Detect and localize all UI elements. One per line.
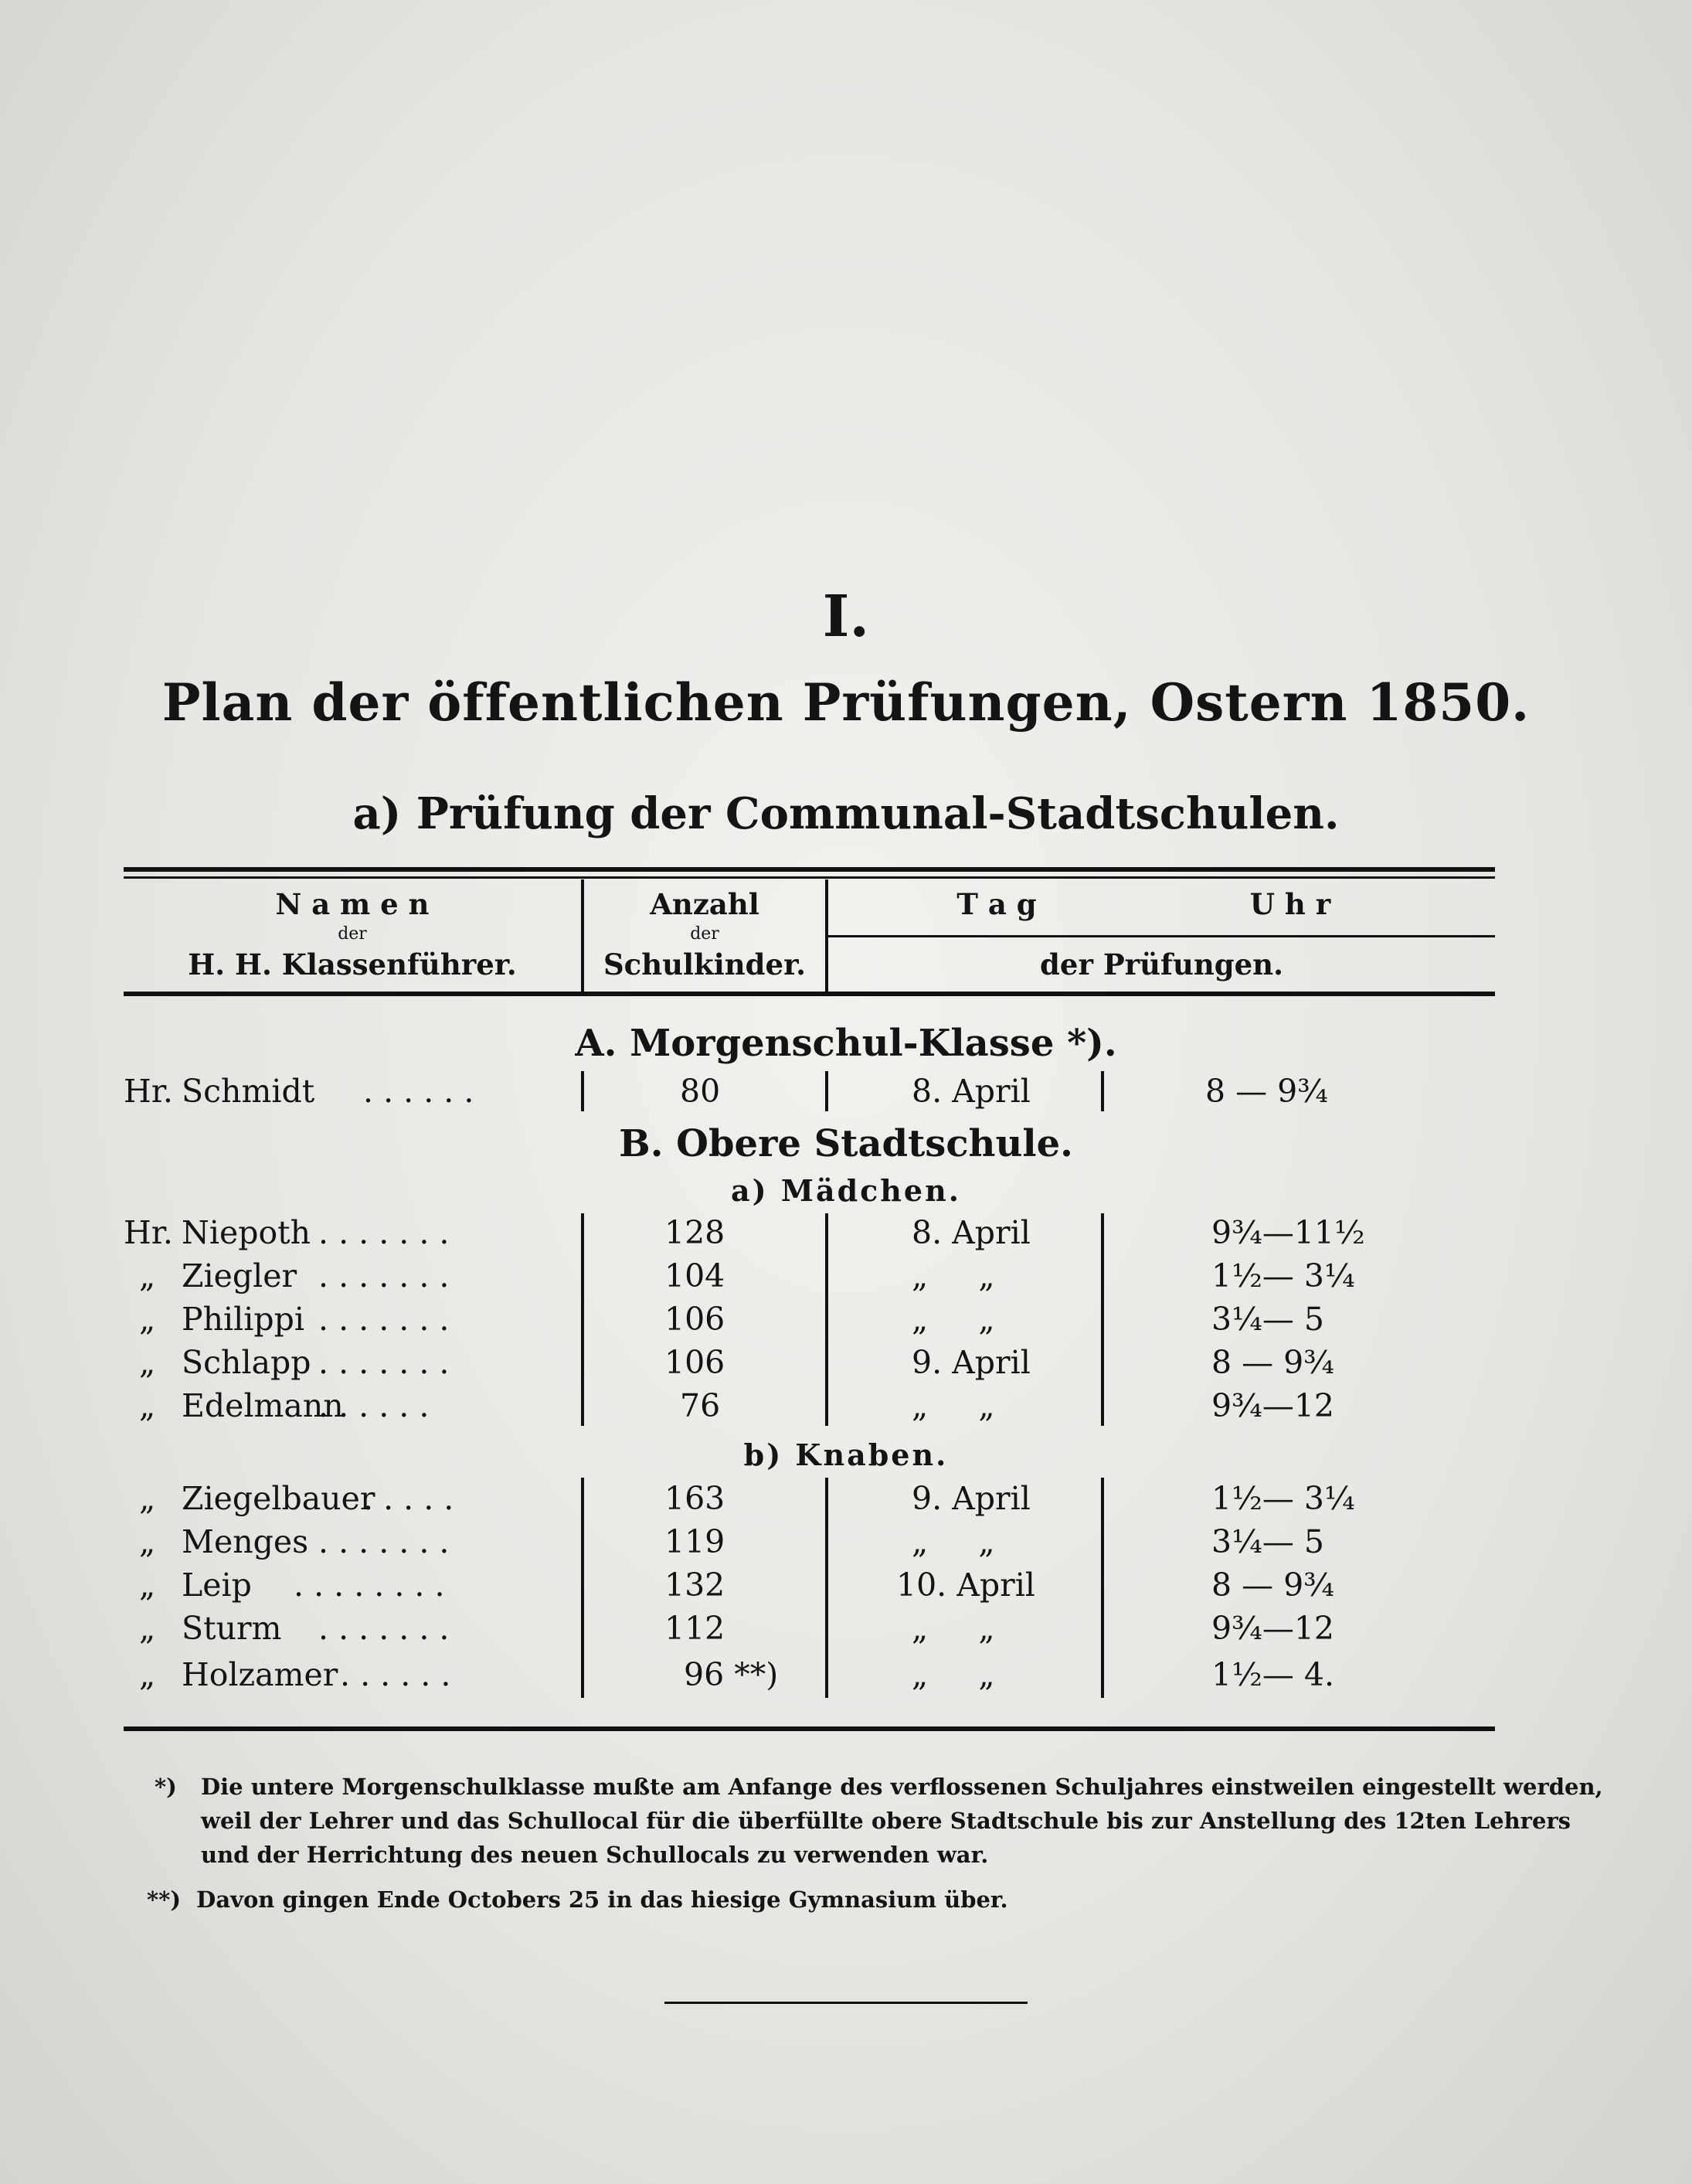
table-row (0, 1255, 1692, 1297)
footnote-1-line-1: Die untere Morgenschulklasse mußte am Anfange des verflossenen Schuljahres einstweilen eingestellt werden, (201, 1774, 1603, 1800)
row-name: Philippi (182, 1301, 304, 1338)
footnote-1-marker: *) (155, 1774, 177, 1800)
page-title: Plan der öffentlichen Prüfungen, Ostern 1850. (161, 672, 1531, 733)
row-day: 8. April (912, 1214, 1031, 1251)
footnote-2-line-1: Davon gingen Ende Octobers 25 in das hiesige Gymnasium über. (196, 1886, 1008, 1913)
row-dots: . . . . . . . (318, 1610, 450, 1647)
row-dots: . . . . . . . (318, 1344, 450, 1381)
header-schulkinder: Schulkinder. (603, 947, 807, 981)
row-name: Edelmann (182, 1387, 344, 1424)
row-time: 1½— 4. (1211, 1656, 1334, 1693)
row-time: 8 — 9¾ (1211, 1567, 1334, 1604)
row-time: 9¾—11½ (1211, 1214, 1365, 1251)
section-a-title: A. Morgenschul-Klasse *). (575, 1022, 1117, 1065)
row-day: „ „ (912, 1656, 995, 1693)
footnote-1-line-3: und der Herrichtung des neuen Schullocals zu verwenden war. (201, 1842, 989, 1868)
row-day: „ „ (912, 1387, 995, 1424)
row-name: Schmidt (182, 1073, 315, 1110)
header-namen-der: der (338, 924, 367, 944)
row-time: 3¼— 5 (1211, 1523, 1324, 1560)
table-row (0, 1070, 1692, 1112)
row-count: 106 (664, 1344, 725, 1381)
row-dots: . . . . . . . (318, 1214, 450, 1251)
row-count: 96 **) (684, 1656, 779, 1693)
row-time: 1½— 3¼ (1211, 1257, 1355, 1294)
row-name: Schlapp (182, 1344, 311, 1381)
table-row (0, 1298, 1692, 1340)
table-top-rule (124, 867, 1495, 872)
row-dots: . . . . . . . . (294, 1567, 445, 1604)
table-bottom-rule (124, 1726, 1495, 1731)
footnote-2 (147, 1883, 1491, 1917)
row-name: Ziegler (182, 1257, 297, 1294)
row-time: 8 — 9¾ (1205, 1073, 1328, 1110)
row-dots: . . . . . . . (318, 1301, 450, 1338)
subsection-knaben-title: b) Knaben. (743, 1437, 949, 1472)
row-dots: . . . . . . (363, 1073, 474, 1110)
row-day: „ „ (912, 1610, 995, 1647)
row-prefix: „ (139, 1610, 156, 1647)
page-subtitle: a) Prüfung der Communal-Stadtschulen. (352, 788, 1340, 839)
row-prefix: „ (139, 1523, 156, 1560)
row-prefix: „ (139, 1387, 156, 1424)
table-row (0, 1607, 1692, 1649)
table-row (0, 1654, 1692, 1696)
row-count: 80 (680, 1073, 721, 1110)
footnote-2-marker: **) (147, 1886, 182, 1913)
row-name: Holzamer (182, 1656, 338, 1693)
section-b-title: B. Obere Stadtschule. (619, 1122, 1073, 1165)
row-prefix: „ (139, 1257, 156, 1294)
table-row (0, 1564, 1692, 1606)
table-row (0, 1342, 1692, 1383)
row-time: 9¾—12 (1211, 1610, 1334, 1647)
row-prefix: „ (139, 1480, 156, 1517)
row-count: 128 (664, 1214, 725, 1251)
row-day: „ „ (912, 1523, 995, 1560)
row-time: 3¼— 5 (1211, 1301, 1324, 1338)
table-header-bottom-rule (124, 992, 1495, 996)
row-dots: . . . . . . . (318, 1523, 450, 1560)
row-count: 104 (664, 1257, 725, 1294)
footnote-1 (155, 1770, 1603, 1872)
header-klassenfuehrer: H. H. Klassenführer. (188, 947, 517, 981)
table-row (0, 1212, 1692, 1254)
row-time: 9¾—12 (1211, 1387, 1334, 1424)
header-tag: T a g (956, 887, 1037, 921)
row-day: 8. April (912, 1073, 1031, 1110)
row-prefix: „ (139, 1656, 156, 1693)
header-tag-uhr-rule (827, 935, 1495, 937)
row-name: Niepoth (182, 1214, 311, 1251)
footnote-1-line-2: weil der Lehrer und das Schullocal für die überfüllte obere Stadtschule bis zur Anstellung des 12ten Lehrers (201, 1808, 1571, 1834)
row-name: Ziegelbauer (182, 1480, 375, 1517)
row-dots: . . . . . . . (318, 1257, 450, 1294)
table-row (0, 1385, 1692, 1427)
header-uhr: U h r (1249, 887, 1331, 921)
header-anzahl: Anzahl (650, 887, 759, 921)
row-prefix: „ (139, 1301, 156, 1338)
row-prefix: Hr. (124, 1073, 173, 1110)
closing-rule (664, 2002, 1028, 2004)
row-dots: . . . . . (363, 1480, 454, 1517)
row-prefix: „ (139, 1344, 156, 1381)
section-numeral: I. (822, 583, 870, 650)
row-day: 9. April (912, 1480, 1031, 1517)
row-count: 119 (664, 1523, 725, 1560)
row-count: 106 (664, 1301, 725, 1338)
row-day: „ „ (912, 1301, 995, 1338)
row-day: „ „ (912, 1257, 995, 1294)
header-namen: N a m e n (275, 887, 430, 921)
row-day: 10. April (896, 1567, 1035, 1604)
row-time: 1½— 3¼ (1211, 1480, 1355, 1517)
row-prefix: „ (139, 1567, 156, 1604)
table-top-rule-inner (124, 876, 1495, 879)
row-dots: . . . . . . (318, 1387, 430, 1424)
header-anzahl-der: der (690, 924, 719, 944)
row-name: Leip (182, 1567, 252, 1604)
row-count: 163 (664, 1480, 725, 1517)
row-count: 76 (680, 1387, 721, 1424)
row-name: Menges (182, 1523, 309, 1560)
row-name: Sturm (182, 1610, 282, 1647)
header-pruefungen: der Prüfungen. (1040, 947, 1283, 981)
row-time: 8 — 9¾ (1211, 1344, 1334, 1381)
table-row (0, 1521, 1692, 1563)
row-prefix: Hr. (124, 1214, 173, 1251)
subsection-maedchen-title: a) Mädchen. (731, 1173, 961, 1208)
row-dots: . . . . . . (340, 1656, 451, 1693)
row-day: 9. April (912, 1344, 1031, 1381)
row-count: 112 (664, 1610, 725, 1647)
row-count: 132 (664, 1567, 725, 1604)
table-row (0, 1478, 1692, 1519)
